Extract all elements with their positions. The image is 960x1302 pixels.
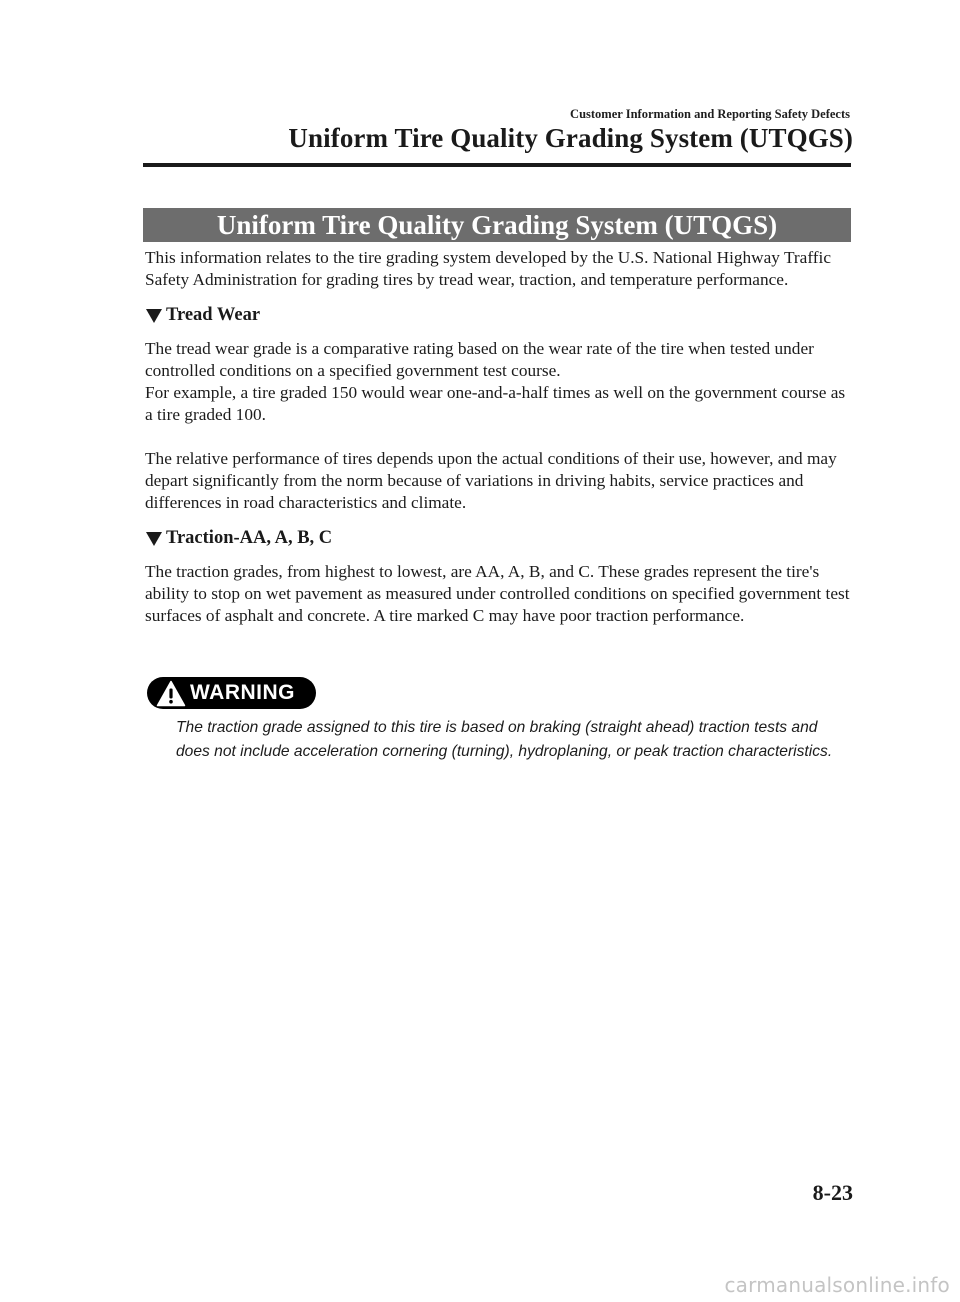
- triangle-bullet-icon: [146, 532, 162, 546]
- intro-paragraph: This information relates to the tire grading system developed by the U.S. National Highway Traffic Safety Administration for grading tires by tread wear, traction, and temperature performance.: [145, 248, 831, 289]
- tread-wear-heading-label: Tread Wear: [166, 305, 261, 325]
- warning-triangle-icon: [156, 680, 186, 707]
- tread-wear-paragraph-3: The relative performance of tires depends upon the actual conditions of their use, however, and may depart significantly from the norm because of variations in driving habits, service practices and differences in road characteristics and climate.: [145, 449, 837, 512]
- section-title-banner: Uniform Tire Quality Grading System (UTQGS): [143, 208, 851, 242]
- triangle-bullet-icon: [146, 309, 162, 323]
- running-header-title: Uniform Tire Quality Grading System (UTQGS): [288, 123, 853, 153]
- traction-paragraph: The traction grades, from highest to lowest, are AA, A, B, and C. These grades represent the tire's ability to stop on wet pavement as measured under controlled conditions on specified government test surfaces of asphalt and concrete. A tire marked C may have poor traction performance.: [145, 562, 850, 625]
- page-number: 8-23: [812, 1180, 853, 1205]
- tread-wear-heading: [145, 305, 853, 326]
- page-body: [145, 247, 853, 627]
- warning-label: WARNING: [190, 681, 295, 704]
- warning-badge: [147, 677, 316, 709]
- watermark-url: carmanualsonline.info: [724, 1273, 950, 1297]
- traction-heading-label: Traction-AA, A, B, C: [166, 528, 333, 548]
- warning-text: The traction grade assigned to this tire is based on braking (straight ahead) traction tests and does not include acceleration cornering (turning), hydroplaning, or peak traction characteristics.: [176, 719, 833, 760]
- tread-wear-paragraph-2: For example, a tire graded 150 would wear one-and-a-half times as well on the government course as a tire graded 100.: [145, 383, 846, 424]
- traction-heading: [145, 528, 853, 549]
- header-divider: [143, 163, 851, 167]
- running-header-chapter: Customer Information and Reporting Safety Defects: [570, 107, 850, 121]
- tread-wear-paragraph-1: The tread wear grade is a comparative rating based on the wear rate of the tire when tested under controlled conditions on a specified government test course.: [145, 339, 814, 380]
